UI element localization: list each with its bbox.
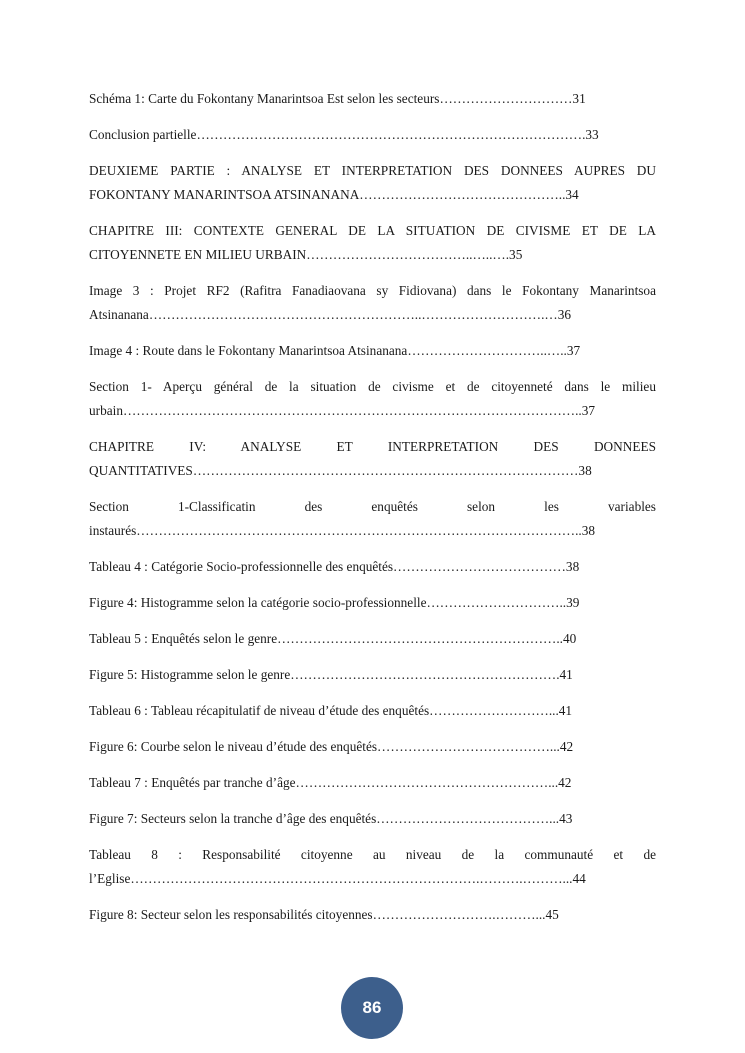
toc-entry: Figure 6: Courbe selon le niveau d’étude des enquêtés…………………………………...42 [89,739,574,754]
table-of-contents [89,87,656,939]
page-number: 86 [362,998,382,1017]
toc-entry: Figure 5: Histogramme selon le genre…………………………………………………….41 [89,667,573,682]
toc-entry: Figure 8: Secteur selon les responsabilités citoyennes……………………….………...45 [89,907,559,922]
toc-entry-line: l’Eglise…………………………………………………………………….……….………...44 [89,871,586,886]
toc-entry: Schéma 1: Carte du Fokontany Manarintsoa Est selon les secteurs…………………………31 [89,91,586,106]
toc-entry [89,435,656,483]
toc-entry-line: instaurés………………………………………………………………………………………..38 [89,523,596,538]
toc-entry-line: Tableau 8 : Responsabilité citoyenne au niveau de la communauté et de [89,847,656,862]
toc-entry: Tableau 4 : Catégorie Socio-professionnelle des enquêtés…………………………………38 [89,559,580,574]
toc-entry [89,219,656,267]
toc-entry [89,159,656,207]
toc-entry: Figure 7: Secteurs selon la tranche d’âge des enquêtés…………………………………...43 [89,811,573,826]
toc-entry: Tableau 7 : Enquêtés par tranche d’âge…………………………………………………...42 [89,775,572,790]
toc-entry: Figure 4: Histogramme selon la catégorie socio-professionnelle…………………………..39 [89,595,580,610]
toc-entry [89,495,656,543]
toc-entry-line: DEUXIEME PARTIE : ANALYSE ET INTERPRETATION DES DONNEES AUPRES DU [89,163,656,178]
toc-entry-line: urbain…………………………………………………………………………………………..37 [89,403,596,418]
toc-entry: Tableau 6 : Tableau récapitulatif de niveau d’étude des enquêtés………………………...41 [89,703,573,718]
toc-entry-line: Section 1-Classificatin des enquêtés selon les variables [89,499,656,514]
toc-entry-line: Section 1- Aperçu général de la situation de civisme et de citoyenneté dans le milieu [89,379,656,394]
toc-entry-line: CITOYENNETE EN MILIEU URBAIN………………………………..…..….35 [89,247,523,262]
toc-entry-line: Image 3 : Projet RF2 (Rafitra Fanadiaovana sy Fidiovana) dans le Fokontany Manarintsoa [89,283,656,298]
toc-entry-line: Atsinanana……………………………………………………..……………………….…36 [89,307,571,322]
toc-entry-line: FOKONTANY MANARINTSOA ATSINANANA………………………………………..34 [89,187,579,202]
toc-entry-line: CHAPITRE IV: ANALYSE ET INTERPRETATION DES DONNEES [89,439,656,454]
toc-entry-line: CHAPITRE III: CONTEXTE GENERAL DE LA SITUATION DE CIVISME ET DE LA [89,223,656,238]
toc-entry: Conclusion partielle…………………………………………………………………………….33 [89,127,599,142]
toc-entry [89,375,656,423]
page-number-badge [341,977,403,1039]
toc-entry [89,279,656,327]
toc-entry-line: QUANTITATIVES……………………………………………………………………………38 [89,463,592,478]
toc-entry [89,843,656,891]
toc-entry: Image 4 : Route dans le Fokontany Manarintsoa Atsinanana…………………………..…..37 [89,343,581,358]
toc-entry: Tableau 5 : Enquêtés selon le genre………………………………………………………..40 [89,631,577,646]
